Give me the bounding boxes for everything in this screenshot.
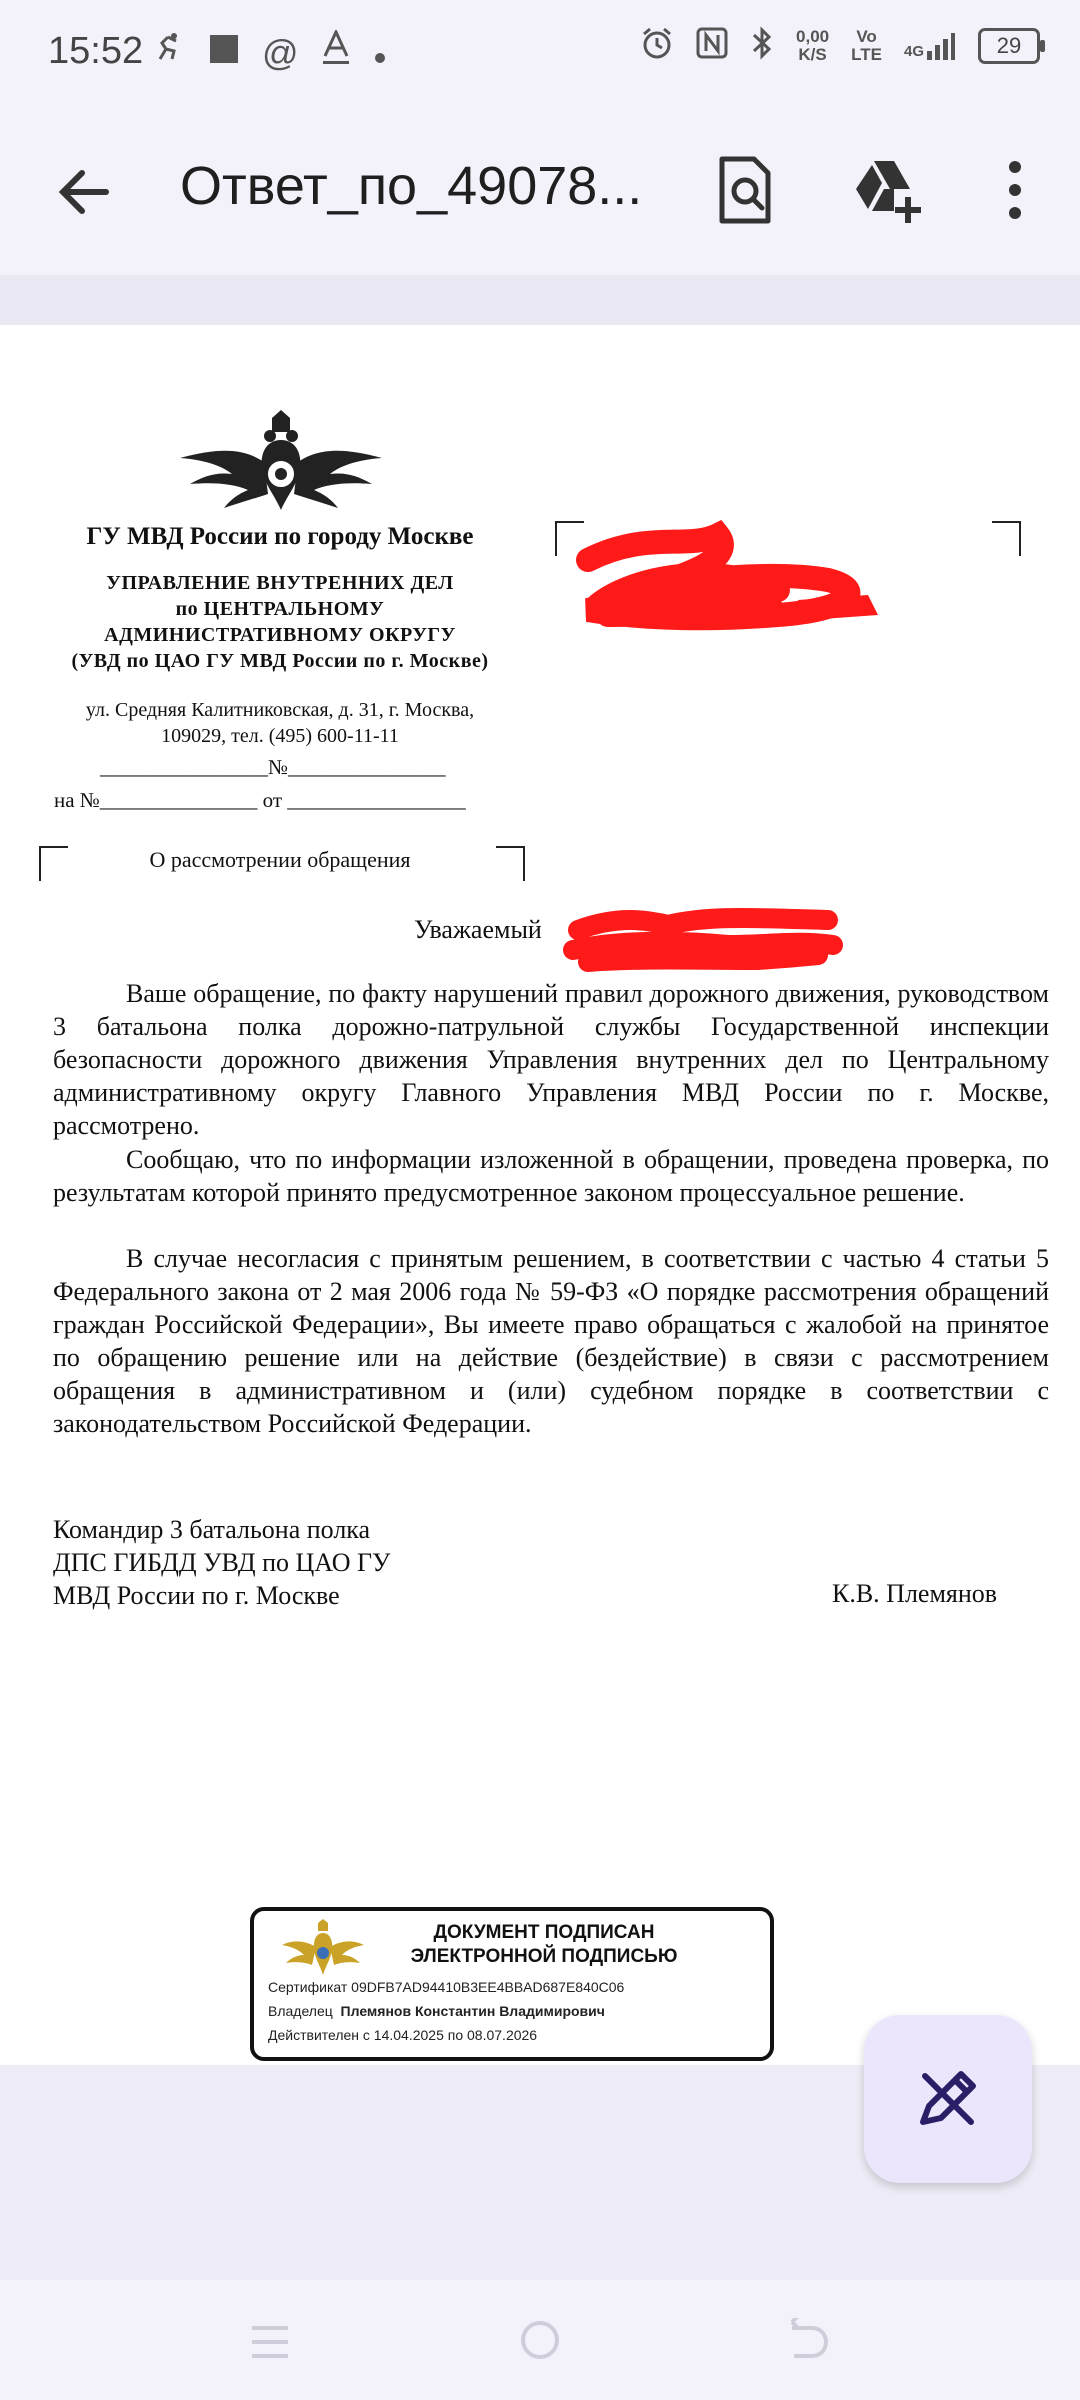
certificate-validity: Действителен с 14.04.2025 по 08.07.2026 bbox=[268, 2027, 538, 2043]
volte-indicator bbox=[851, 28, 882, 64]
signer-name: К.В. Племянов bbox=[832, 1579, 998, 1608]
recipient-redaction bbox=[568, 520, 908, 640]
signal-indicator bbox=[904, 31, 956, 61]
stamp-title-line: ЭЛЕКТРОННОЙ ПОДПИСЬЮ bbox=[410, 1946, 678, 1967]
greeting: Уважаемый bbox=[414, 915, 542, 944]
arrow-back-icon bbox=[52, 160, 116, 224]
owner-name: Племянов Константин Владимирович bbox=[340, 2003, 605, 2019]
notification-icons bbox=[152, 30, 387, 75]
back-nav-button[interactable] bbox=[786, 2318, 830, 2362]
nfc-icon bbox=[696, 27, 728, 64]
alarm-icon bbox=[640, 26, 674, 65]
document-search-icon bbox=[708, 153, 782, 227]
status-time: 15:52 bbox=[48, 30, 144, 72]
edit-fab-button[interactable] bbox=[864, 2015, 1032, 2183]
paragraph-2: Сообщаю, что по информации изложенной в обращении, проведена проверка, по результатам которой принято предусмотренное законом процессуальное решение. bbox=[53, 1145, 1049, 1207]
text-a-icon bbox=[321, 30, 351, 75]
org-main-name: ГУ МВД России по городу Москве bbox=[86, 523, 474, 550]
system-icons bbox=[640, 26, 1040, 65]
signature-position bbox=[53, 1513, 390, 1612]
mvd-emblem-icon bbox=[176, 410, 386, 520]
org-sub-line: УПРАВЛЕНИЕ ВНУТРЕННИХ ДЕЛ bbox=[106, 572, 454, 594]
owner-label: Владелец bbox=[268, 2003, 333, 2019]
more-vert-icon bbox=[978, 153, 1052, 227]
signature-line: Командир 3 батальона полка bbox=[53, 1515, 371, 1544]
status-bar bbox=[0, 0, 1080, 105]
home-circle-icon bbox=[518, 2318, 562, 2362]
battery-indicator: 29 bbox=[978, 28, 1040, 64]
volte-top: Vo bbox=[856, 26, 877, 46]
org-address bbox=[40, 697, 520, 749]
certificate-number: Сертификат 09DFB7AD94410B3EE4BBAD687E840C06 bbox=[268, 1979, 625, 1995]
stamp-title-line: ДОКУМЕНТ ПОДПИСАН bbox=[433, 1922, 655, 1943]
signal-bars-icon bbox=[926, 31, 956, 61]
back-button[interactable] bbox=[52, 160, 116, 224]
volte-bottom: LTE bbox=[851, 44, 882, 64]
signature-line: ДПС ГИБДД УВД по ЦАО ГУ bbox=[53, 1548, 391, 1577]
name-redaction bbox=[558, 900, 848, 980]
signature-line: МВД России по г. Москве bbox=[53, 1581, 340, 1610]
drive-add-icon bbox=[850, 153, 924, 227]
app-bar bbox=[0, 105, 1080, 275]
electronic-signature-stamp bbox=[250, 1907, 774, 2061]
paragraph-3: В случае несогласия с принятым решением, в соответствии с частью 4 статьи 5 Федерального закона от 2 мая 2006 года № 59-ФЗ «О порядке рассмотрения обращений граждан Российской Федерации», Вы имеете право обращаться с жалобой на принятое по обращению решение или на действие (бездействие) в связи с рассмотрением обращения в административном и (или) судебном порядке в соответствии с законодательством Российской Федерации. bbox=[53, 1244, 1049, 1438]
edit-pen-icon bbox=[911, 2062, 985, 2136]
address-line: ул. Средняя Калитниковская, д. 31, г. Москва, bbox=[85, 699, 475, 721]
system-nav-bar bbox=[0, 2280, 1080, 2400]
activity-icon bbox=[152, 31, 186, 74]
home-button[interactable] bbox=[518, 2318, 562, 2362]
viewer-background-top bbox=[0, 275, 1080, 325]
document-page bbox=[0, 325, 1080, 2065]
recent-apps-button[interactable] bbox=[248, 2320, 292, 2364]
network-speed-unit: K/S bbox=[798, 44, 827, 64]
certificate-owner bbox=[268, 2003, 605, 2019]
org-sub-line: по ЦЕНТРАЛЬНОМУ bbox=[175, 598, 385, 620]
app-square-icon bbox=[208, 32, 240, 74]
stamp-title bbox=[374, 1921, 714, 1969]
add-to-drive-button[interactable] bbox=[850, 153, 924, 227]
org-sub-name bbox=[40, 570, 520, 674]
more-options-button[interactable] bbox=[978, 153, 1052, 227]
document-title: Ответ_по_49078... bbox=[180, 156, 643, 216]
address-line: 109029, тел. (495) 600-11-11 bbox=[161, 725, 399, 747]
network-speed bbox=[796, 28, 829, 64]
letter-subject: О рассмотрении обращения bbox=[149, 847, 411, 872]
network-speed-value: 0,00 bbox=[796, 26, 830, 46]
mvd-emblem-small-icon bbox=[280, 1919, 366, 1983]
at-sign-icon: @ bbox=[262, 31, 299, 73]
org-sub-line: (УВД по ЦАО ГУ МВД России по г. Москве) bbox=[71, 650, 489, 672]
dot-icon bbox=[373, 32, 387, 74]
outgoing-number-line: ________________№_______________ bbox=[100, 755, 446, 779]
org-sub-line: АДМИНИСТРАТИВНОМУ ОКРУГУ bbox=[104, 624, 456, 646]
bluetooth-icon bbox=[750, 26, 774, 65]
paragraph-1: Ваше обращение, по факту нарушений правил дорожного движения, руководством 3 батальона полка дорожно-патрульной службы Государственной инспекции безопасности дорожного движения Управления внутренних дел по Центральному административному округу Главного Управления МВД России по г. Москве, рассмотрено. bbox=[53, 979, 1049, 1140]
reference-number-line: на №_______________ от _________________ bbox=[54, 788, 466, 812]
menu-lines-icon bbox=[248, 2320, 292, 2364]
network-type: 4G bbox=[903, 42, 924, 60]
back-gesture-icon bbox=[786, 2318, 830, 2362]
search-in-document-button[interactable] bbox=[708, 153, 782, 227]
